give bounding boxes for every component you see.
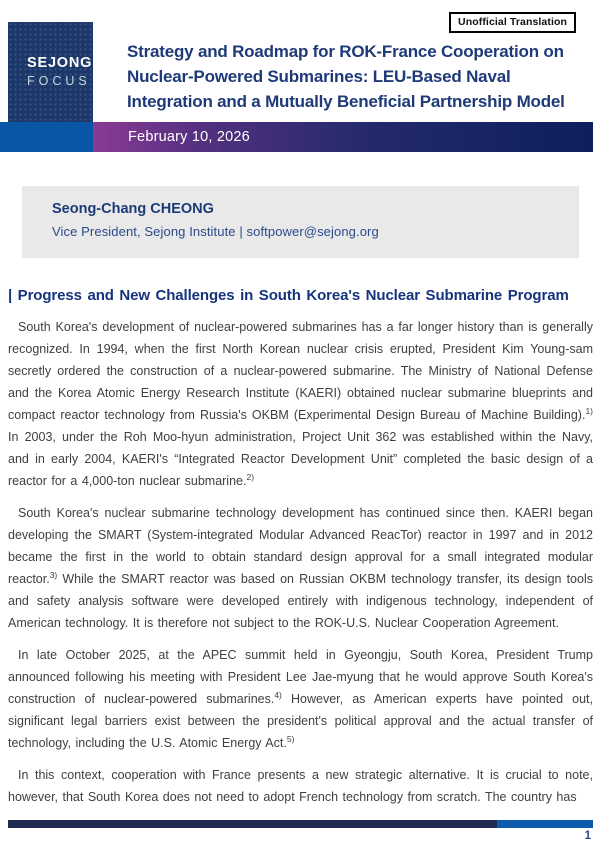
paragraph-2: South Korea's nuclear submarine technology development has continued since then. KAERI began developing the SMART (System-integrated Modular Advanced ReacTor) reactor in 1997 and in 2012 became the first in the world to obtain standard design approval for a small integrated modular reactor.$^{3)}$ While the SMART reactor was based on Russian OKBM technology transfer, its design tools and safety analysis software were developed entirely with indigenous technology, independent of American technology. It is therefore not subject to the ROK-U.S. Nuclear Cooperation Agreement. bbox=[8, 506, 593, 630]
author-box bbox=[22, 186, 579, 258]
page-number: 1 bbox=[584, 830, 591, 842]
title-line-3: Integration and a Mutually Beneficial Partnership Model bbox=[127, 92, 565, 111]
article-body bbox=[8, 316, 593, 818]
section-heading: | Progress and New Challenges in South Korea's Nuclear Submarine Program bbox=[8, 287, 569, 304]
paragraph-1: South Korea's development of nuclear-powered submarines has a far longer history than is generally recognized. In 1994, when the first North Korean nuclear crisis erupted, President Kim Young-sam secretly ordered the construction of a nuclear-powered submarine. The Ministry of National Defense and the Korea Atomic Energy Research Institute (KAERI) obtained nuclear submarine blueprints and compact reactor technology from Russia's OKBM (Experimental Design Bureau of Machine Building).$^{1)}$ In 2003, under the Roh Moo-hyun administration, Project Unit 362 was established within the Navy, and in early 2004, KAERI's “Integrated Reactor Development Unit” completed the basic design of a reactor for a 4,000-ton nuclear submarine.$^{2)}$ bbox=[8, 320, 593, 488]
title-line-2: Nuclear-Powered Submarines: LEU-Based Naval bbox=[127, 67, 511, 86]
date-bar-blue-segment bbox=[0, 122, 93, 152]
footer-rule bbox=[8, 820, 593, 828]
sejong-focus-logo bbox=[8, 22, 93, 122]
document-title bbox=[127, 39, 593, 114]
date-bar-gradient-segment bbox=[93, 122, 593, 152]
publication-date: February 10, 2026 bbox=[128, 129, 250, 145]
footer-rule-dark-segment bbox=[8, 820, 497, 828]
footer-rule-blue-segment bbox=[497, 820, 593, 828]
unofficial-translation-badge: Unofficial Translation bbox=[449, 12, 576, 33]
brand-series: FOCUS bbox=[27, 73, 91, 88]
date-bar bbox=[0, 122, 593, 152]
author-affiliation: Vice President, Sejong Institute | softpower@sejong.org bbox=[52, 224, 379, 239]
author-name: Seong-Chang CHEONG bbox=[52, 201, 214, 217]
brand-name: SEJONG bbox=[27, 54, 93, 71]
paragraph-3: In late October 2025, at the APEC summit held in Gyeongju, South Korea, President Trump announced following his meeting with President Lee Jae-myung that he would approve South Korea's construction of nuclear-powered submarines.$^{4)}$ However, as American experts have pointed out, significant legal barriers exist between the president's political approval and the actual transfer of technology, including the U.S. Atomic Energy Act.$^{5)}$ bbox=[8, 648, 593, 750]
title-line-1: Strategy and Roadmap for ROK-France Cooperation on bbox=[127, 42, 564, 61]
paragraph-4: In this context, cooperation with France presents a new strategic alternative. It is crucial to note, however, that South Korea does not need to adopt French technology from scratch. The country has bbox=[8, 768, 593, 804]
